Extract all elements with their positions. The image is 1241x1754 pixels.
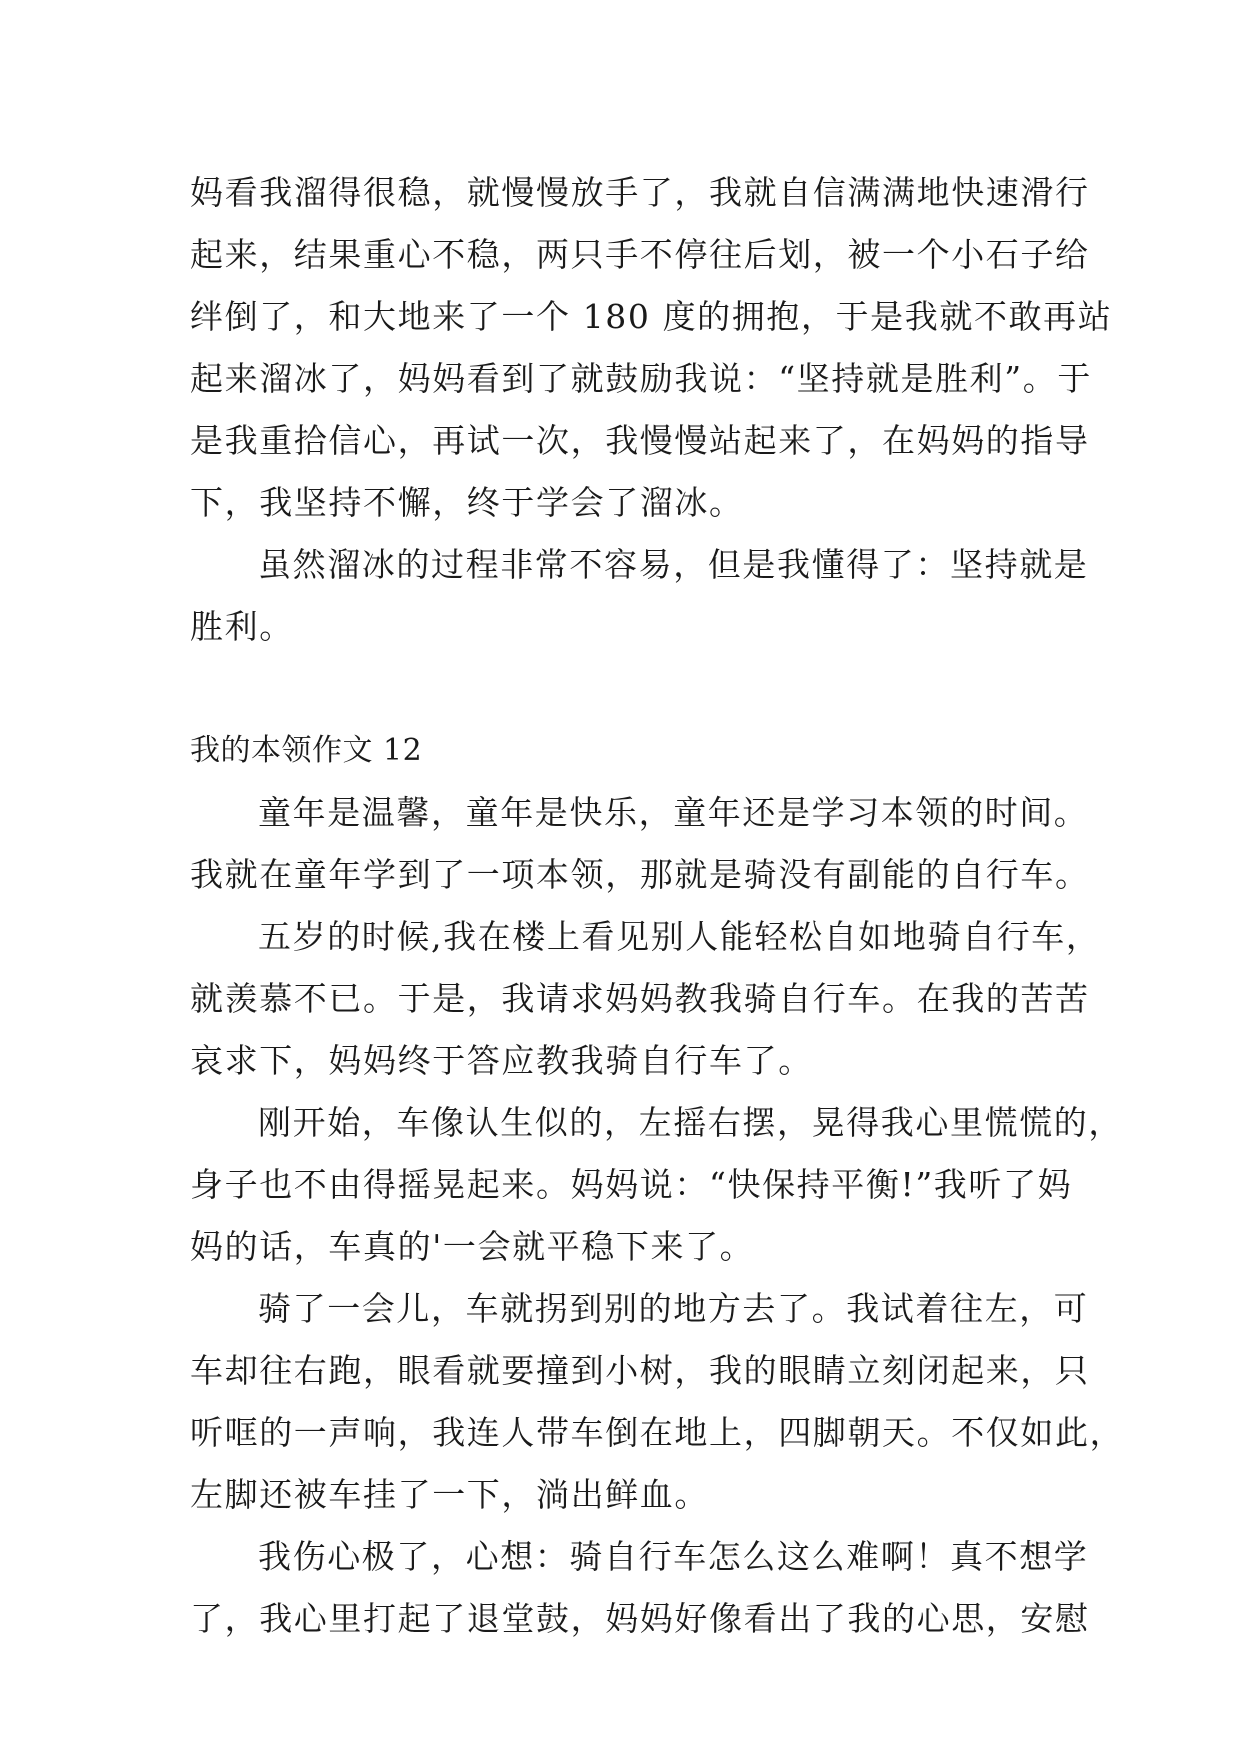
text-line: 起来，结果重心不稳，两只手不停往后划，被一个小石子给 — [190, 235, 1090, 274]
text-line: 妈的话，车真的'一会就平稳下来了。 — [190, 1227, 755, 1266]
text-line: 了，我心里打起了退堂鼓，妈妈好像看出了我的心思，安慰 — [190, 1599, 1090, 1638]
section-spacer — [190, 658, 1060, 720]
text-line: 身子也不由得摇晃起来。妈妈说：“快保持平衡!”我听了妈 — [190, 1165, 1073, 1204]
paragraph-skating-story — [190, 162, 1113, 534]
paragraph-first-try — [190, 1092, 1123, 1278]
text-line: 就羡慕不已。于是，我请求妈妈教我骑自行车。在我的苦苦 — [190, 979, 1090, 1018]
text-line: 刚开始，车像认生似的，左摇右摆，晃得我心里慌慌的， — [258, 1103, 1123, 1142]
text-line: 听哐的一声响，我连人带车倒在地上，四脚朝天。不仅如此， — [190, 1413, 1125, 1452]
text-line: 骑了一会儿，车就拐到别的地方去了。我试着往左，可 — [258, 1289, 1089, 1328]
text-line: 童年是温馨，童年是快乐，童年还是学习本领的时间。 — [258, 793, 1089, 832]
paragraph-fall — [190, 1278, 1125, 1526]
paragraph-skating-conclusion — [190, 534, 1089, 658]
paragraph-age-five — [190, 906, 1101, 1092]
text-line: 虽然溜冰的过程非常不容易，但是我懂得了：坚持就是 — [258, 545, 1089, 584]
text-line: 五岁的时候,我在楼上看见别人能轻松自如地骑自行车， — [258, 917, 1101, 956]
text-line: 是我重拾信心，再试一次，我慢慢站起来了，在妈妈的指导 — [190, 421, 1090, 460]
text-line: 我就在童年学到了一项本领，那就是骑没有副能的自行车。 — [190, 855, 1090, 894]
essay-title: 我的本领作文 12 — [190, 733, 423, 768]
text-line: 车却往右跑，眼看就要撞到小树，我的眼睛立刻闭起来，只 — [190, 1351, 1090, 1390]
document-page — [190, 162, 1125, 1650]
text-line: 起来溜冰了，妈妈看到了就鼓励我说：“坚持就是胜利”。于 — [190, 359, 1092, 398]
paragraph-discouraged — [190, 1526, 1090, 1650]
text-line: 绊倒了，和大地来了一个 180 度的拥抱，于是我就不敢再站 — [190, 297, 1113, 336]
text-line: 妈看我溜得很稳，就慢慢放手了，我就自信满满地快速滑行 — [190, 173, 1090, 212]
paragraph-intro — [190, 782, 1090, 906]
text-line: 下，我坚持不懈，终于学会了溜冰。 — [190, 483, 744, 522]
text-line: 哀求下，妈妈终于答应教我骑自行车了。 — [190, 1041, 813, 1080]
text-line: 左脚还被车挂了一下，淌出鲜血。 — [190, 1475, 709, 1514]
text-line: 胜利。 — [190, 607, 294, 646]
text-line: 我伤心极了，心想：骑自行车怎么这么难啊！真不想学 — [258, 1537, 1089, 1576]
